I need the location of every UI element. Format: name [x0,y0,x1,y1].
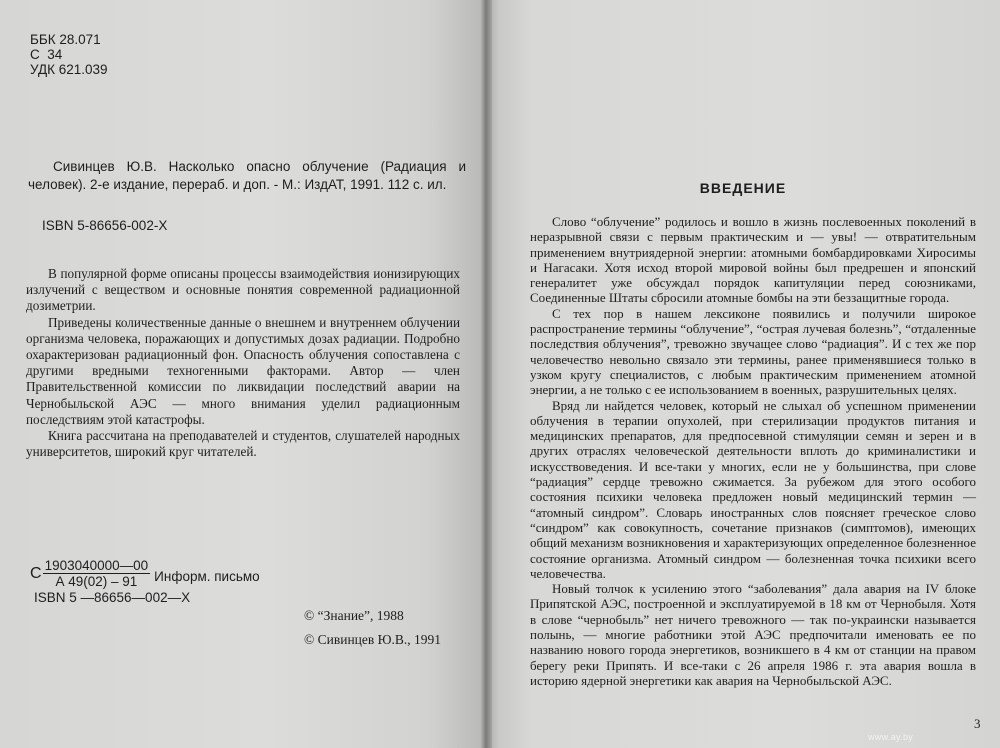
intro-paragraph: Вряд ли найдется человек, который не слыхал об успешном применении облучения в терапии опухолей, при стерилизации продуктов питания и медицинских препаратов, для предпосевной стимуляции семян и зерен и в других отраслях человеческой деятельности вплоть до криминалистики и искусствоведения. И все-таки у многих, если не у большинства, при слове “радиация” сердце тревожно сжимается. За рубежом для этого особого состояния психики человека предложен новый медицинский термин — “атомный синдром”. Словарь иностранных слов поясняет греческое слово “синдром” как совокупность, сочетание признаков (симптомов), имеющих общий механизм возникновения и характеризующих определенное болезненное состояние организма. Атомный синдром — болезненная точка психики всего человечества. [530,397,976,581]
isbn: ISBN 5-86656-002-X [42,218,168,233]
intro-paragraph: Новый толчок к усилению этого “заболевания” дала авария на IV блоке Припятской АЭС, построенной и эксплуатируемой в 18 км от Чернобыля. Хотя в слове “чернобыль” нет ничего тревожного — так по-украински называется полынь, — многие работники этой АЭС предпочитали именовать ее по названию нового города энергетиков, возникшего в 4 км от станции на правом берегу реки Припять. И все-таки с 26 апреля 1986 г. эта авария вошла в историю ядерной энергетики как авария на Чернобыльской АЭС. [530,581,976,688]
bbk-code: ББК 28.071 [30,32,101,47]
bbk-classification [30,32,108,77]
copyright-author: © Сивинцев Ю.В., 1991 [304,632,442,647]
book-gutter [480,0,492,748]
chapter-title: ВВЕДЕНИЕ [699,180,787,196]
index-letter: С [30,564,42,582]
publication-index [30,558,260,589]
copyright-publisher: © “Знание”, 1988 [304,608,404,623]
annotation-paragraph: Книга рассчитана на преподавателей и студентов, слушателей народных университетов, широкий круг читателей. [26,428,460,460]
watermark: www.ay.by [868,732,914,742]
author-mark: С 34 [30,47,63,62]
isbn-bottom: ISBN 5 —86656—002—Х [34,590,191,605]
index-denominator: А 49(02) – 91 [55,574,138,589]
bibliographic-record: Сивинцев Ю.В. Насколько опасно облучение (Радиация и человек). 2-е издание, перераб. и доп. - М.: ИздАТ, 1991. 112 с. ил. [28,159,466,192]
annotation-paragraph: Приведены количественные данные о внешнем и внутреннем облучении организма человека, поражающих и допустимых дозах радиации. Подробно охарактеризован радиационный фон. Опасность облучения сопоставлена с другими вредными техногенными факторами. Автор — член Правительственной комиссии по ликвидации последствий аварии на Чернобыльской АЭС — много внимания уделил радиационным последствиям этой катастрофы. [26,314,460,427]
index-label: Информ. письмо [154,569,260,584]
intro-text [530,214,976,688]
intro-paragraph: Слово “облучение” родилось и вошло в жизнь послевоенных поколений в неразрывной связи с первым практическим и — увы! — отвратительным применением внутриядерной энергии: атомными бомбардировками Хиросимы и Нагасаки. Хотя исход второй мировой войны был предрешен и японский генералитет уже обсуждал порядок капитуляции перед союзниками, Соединенные Штаты сбросили атомные бомбы на эти беззащитные города. [530,214,976,306]
annotation-paragraph: В популярной форме описаны процессы взаимодействия ионизирующих излучений с веществом и основные понятия современной радиационной дозиметрии. [26,266,460,314]
page-number: 3 [974,716,981,731]
index-fraction [43,558,151,589]
index-numerator: 1903040000—00 [44,558,149,573]
intro-paragraph: С тех пор в нашем лексиконе появились и получили широкое распространение термины “облучение”, “острая лучевая болезнь”, “отдаленные последствия облучения”, тревожно звучащее слово “радиация”. И с тех же пор человечество невольно связало эти термины, ранее применявшиеся только в узком кругу специалистов, с любым практическим применением атомной энергии, а не только с ее использованием в военных, разрушительных целях. [530,305,976,398]
udk-code: УДК 621.039 [30,62,108,77]
annotation [26,266,460,460]
left-page [0,0,486,748]
